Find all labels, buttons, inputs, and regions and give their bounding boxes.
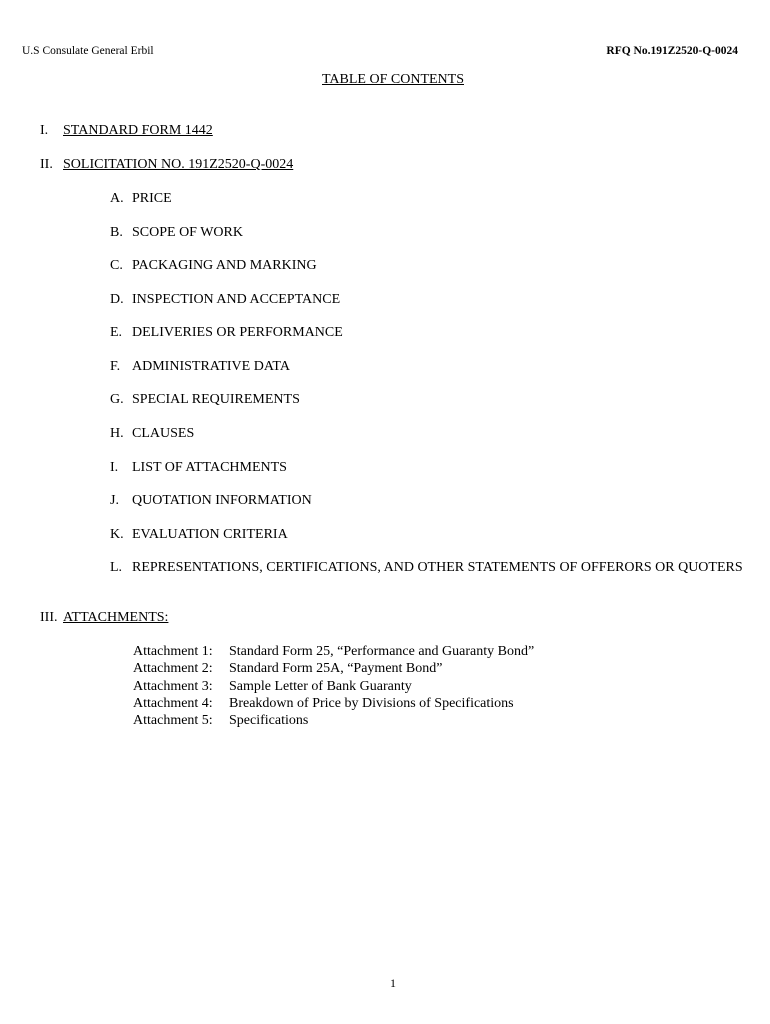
toc-section-1[interactable] (40, 123, 213, 139)
subsection-title: QUOTATION INFORMATION (132, 493, 312, 508)
toc-subsection-b[interactable] (110, 224, 243, 241)
subsection-letter: A. (110, 191, 124, 206)
attachment-label: Attachment 2: (133, 661, 213, 677)
section-number: I. (40, 123, 49, 138)
toc-section-3[interactable] (40, 610, 168, 626)
toc-subsection-j[interactable] (110, 492, 312, 509)
subsection-letter: F. (110, 359, 121, 374)
subsection-letter: K. (110, 527, 124, 542)
subsection-letter: H. (110, 426, 124, 441)
subsection-title: PACKAGING AND MARKING (132, 258, 317, 273)
subsection-title: SCOPE OF WORK (132, 225, 243, 240)
subsection-title: INSPECTION AND ACCEPTANCE (132, 292, 341, 307)
header-issuer: U.S Consulate General Erbil (22, 45, 154, 57)
toc-subsection-a[interactable] (110, 190, 172, 207)
attachment-label: Attachment 4: (133, 695, 213, 711)
page-number: 1 (390, 976, 396, 990)
subsection-letter: B. (110, 225, 123, 240)
attachment-label: Attachment 1: (133, 644, 213, 659)
subsection-title: SPECIAL REQUIREMENTS (132, 392, 300, 407)
section-number: III. (40, 610, 58, 625)
attachment-row[interactable] (133, 643, 534, 660)
attachment-row[interactable] (133, 695, 534, 712)
header-rfq-number: RFQ No.191Z2520-Q-0024 (606, 45, 738, 57)
attachment-description: Standard Form 25A, “Payment Bond” (229, 661, 443, 677)
subsection-letter: G. (110, 392, 124, 407)
section-number: II. (40, 157, 53, 172)
subsection-title: REPRESENTATIONS, CERTIFICATIONS, AND OTHER STATEMENTS OF OFFERORS OR QUOTERS (132, 560, 743, 575)
attachment-label: Attachment 3: (133, 678, 213, 694)
subsection-letter: C. (110, 258, 123, 273)
attachment-row[interactable] (133, 712, 534, 729)
subsection-title: LIST OF ATTACHMENTS (132, 460, 287, 475)
attachment-description: Standard Form 25, “Performance and Guaranty Bond” (229, 644, 535, 659)
attachment-description: Sample Letter of Bank Guaranty (229, 678, 412, 694)
subsection-letter: J. (110, 493, 119, 508)
attachments-list (133, 643, 534, 729)
toc-subsection-i[interactable] (110, 459, 287, 476)
subsection-letter: I. (110, 460, 119, 475)
toc-subsection-c[interactable] (110, 257, 317, 274)
toc-title: TABLE OF CONTENTS (322, 72, 464, 87)
toc-subsection-g[interactable] (110, 391, 300, 408)
attachment-description: Specifications (229, 713, 309, 729)
section-title: ATTACHMENTS: (63, 610, 169, 625)
subsection-title: CLAUSES (132, 426, 195, 441)
toc-subsection-e[interactable] (110, 324, 343, 341)
subsection-title: DELIVERIES OR PERFORMANCE (132, 325, 343, 340)
section-title: STANDARD FORM 1442 (63, 123, 213, 138)
section-title: SOLICITATION NO. 191Z2520-Q-0024 (63, 157, 294, 172)
subsection-title: PRICE (132, 191, 172, 206)
subsection-letter: L. (110, 560, 123, 575)
toc-subsection-l[interactable] (110, 559, 750, 576)
toc-subsection-f[interactable] (110, 358, 290, 375)
subsection-title: EVALUATION CRITERIA (132, 527, 288, 542)
subsection-letter: E. (110, 325, 123, 340)
attachment-label: Attachment 5: (133, 713, 213, 729)
toc-subsection-d[interactable] (110, 291, 340, 308)
subsection-title: ADMINISTRATIVE DATA (132, 359, 290, 374)
attachment-row[interactable] (133, 660, 534, 677)
subsection-letter: D. (110, 292, 124, 307)
attachment-description: Breakdown of Price by Divisions of Specifications (229, 695, 514, 711)
attachment-row[interactable] (133, 678, 534, 695)
toc-subsection-h[interactable] (110, 425, 194, 442)
toc-section-2[interactable] (40, 157, 293, 173)
toc-subsection-k[interactable] (110, 526, 288, 543)
